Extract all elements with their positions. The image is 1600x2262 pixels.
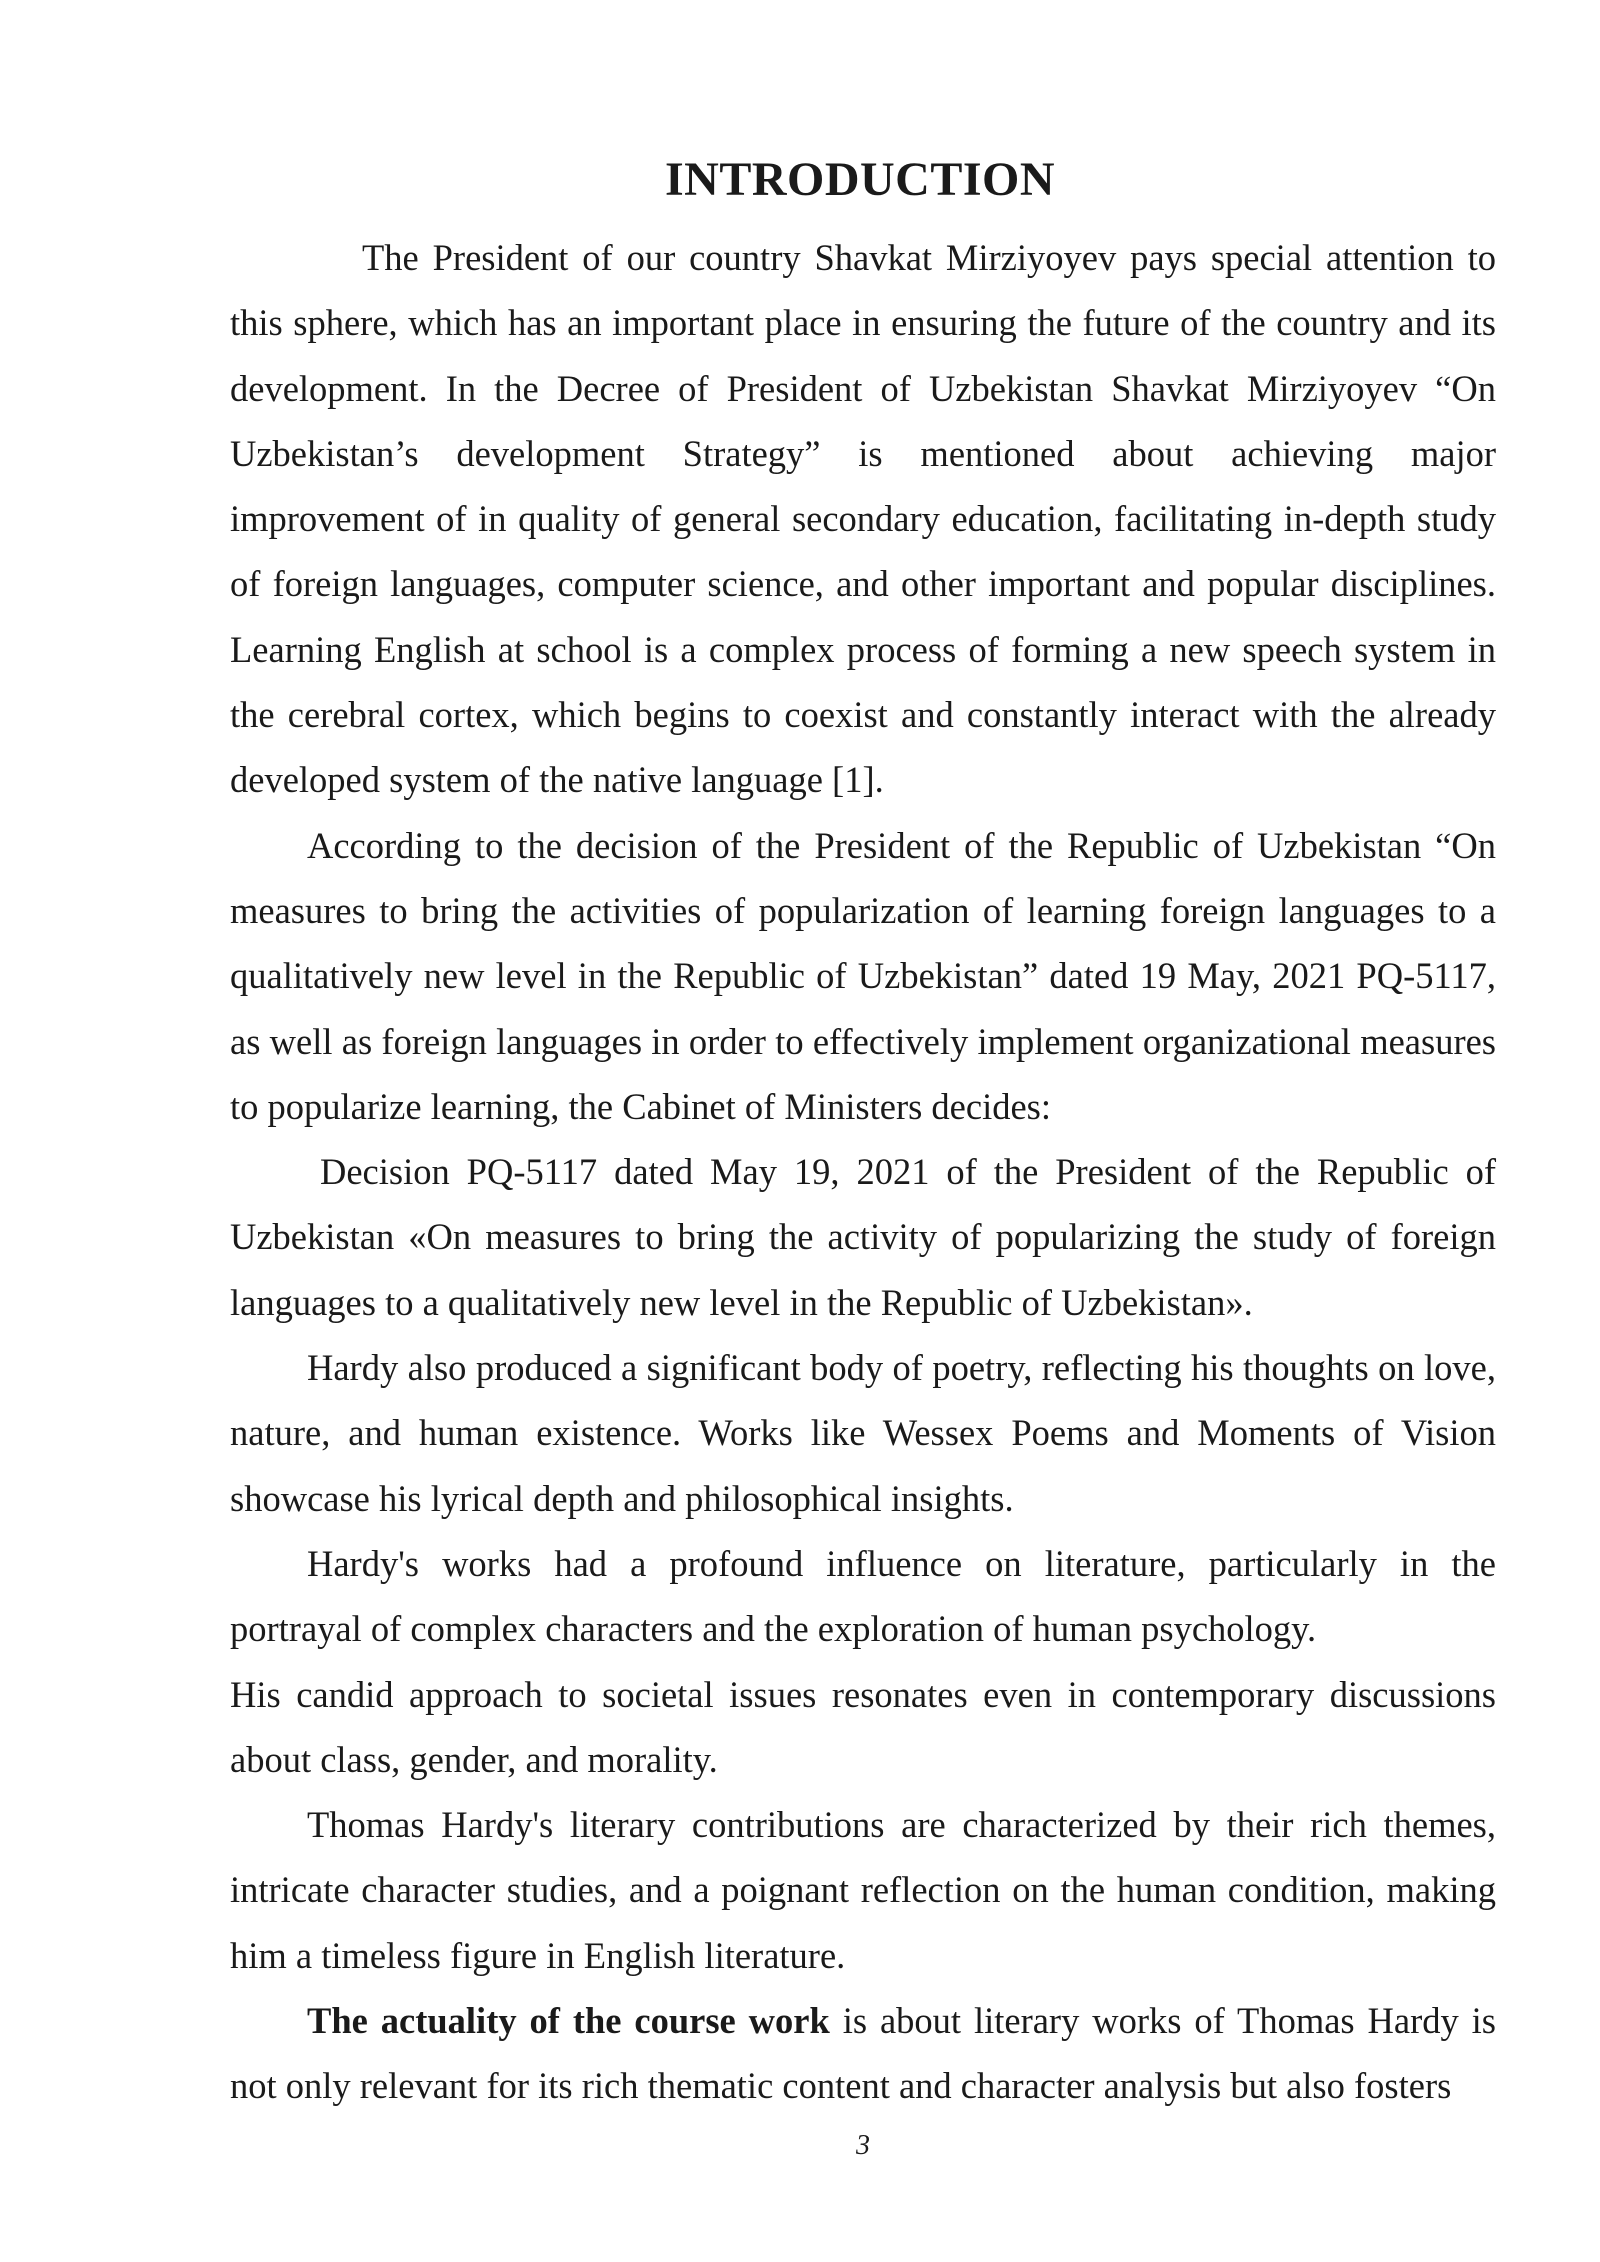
paragraph-hardy-candid-approach: His candid approach to societal issues resonates even in contemporary discussions about class, gender, and morality. (230, 1673, 1496, 1780)
page-number: 3 (856, 2130, 870, 2161)
actuality-text: is about literary works of Thomas Hardy is not only relevant for its rich thematic content and character analysis but also fosters (230, 2000, 1497, 2107)
paragraph-hardy-poetry: Hardy also produced a significant body of poetry, reflecting his thoughts on love, nature, and human existence. Works like Wessex Poems and Moments of Vision showcase his lyrical depth and philosophical insights. (230, 1347, 1496, 1519)
paragraph-decision-reference: Decision PQ-5117 dated May 19, 2021 of the President of the Republic of Uzbekistan «On measures to bring the activity of popularizing the study of foreign languages to a qualitatively new level in the Republic of Uzbekistan». (230, 1151, 1496, 1323)
body-text (230, 225, 1496, 2119)
paragraph-decision-pq5117: According to the decision of the President of the Republic of Uzbekistan “On measures to bring the activities of popularization of learning foreign languages to a qualitatively new level in the Republic of Uzbekistan” dated 19 May, 2021 PQ-5117, as well as foreign languages in order to effectively implement organizational measures to popularize learning, the Cabinet of Ministers decides: (230, 824, 1496, 1127)
paragraph-president-attention: The President of our country Shavkat Mirziyoyev pays special attention to this sphere, which has an important place in ensuring the future of the country and its development. In the Decree of President of Uzbekistan Shavkat Mirziyoyev “On Uzbekistan’s development Strategy” is mentioned about achieving major improvement of in quality of general secondary education, facilitating in-depth study of foreign languages, computer science, and other important and popular disciplines. Learning English at school is a complex process of forming a new speech system in the cerebral cortex, which begins to coexist and constantly interact with the already developed system of the native language [1]. (230, 237, 1496, 801)
page-title: INTRODUCTION (664, 153, 1056, 206)
paragraph-hardy-influence: Hardy's works had a profound influence on literature, particularly in the portrayal of complex characters and the exploration of human psychology. (230, 1542, 1496, 1650)
paragraph-actuality (230, 1988, 1496, 2119)
paragraph-hardy-contributions: Thomas Hardy's literary contributions are characterized by their rich themes, intricate character studies, and a poignant reflection on the human condition, making him a timeless figure in English literature. (230, 1804, 1496, 1976)
actuality-bold-lead: The actuality of the course work (307, 2000, 830, 2042)
